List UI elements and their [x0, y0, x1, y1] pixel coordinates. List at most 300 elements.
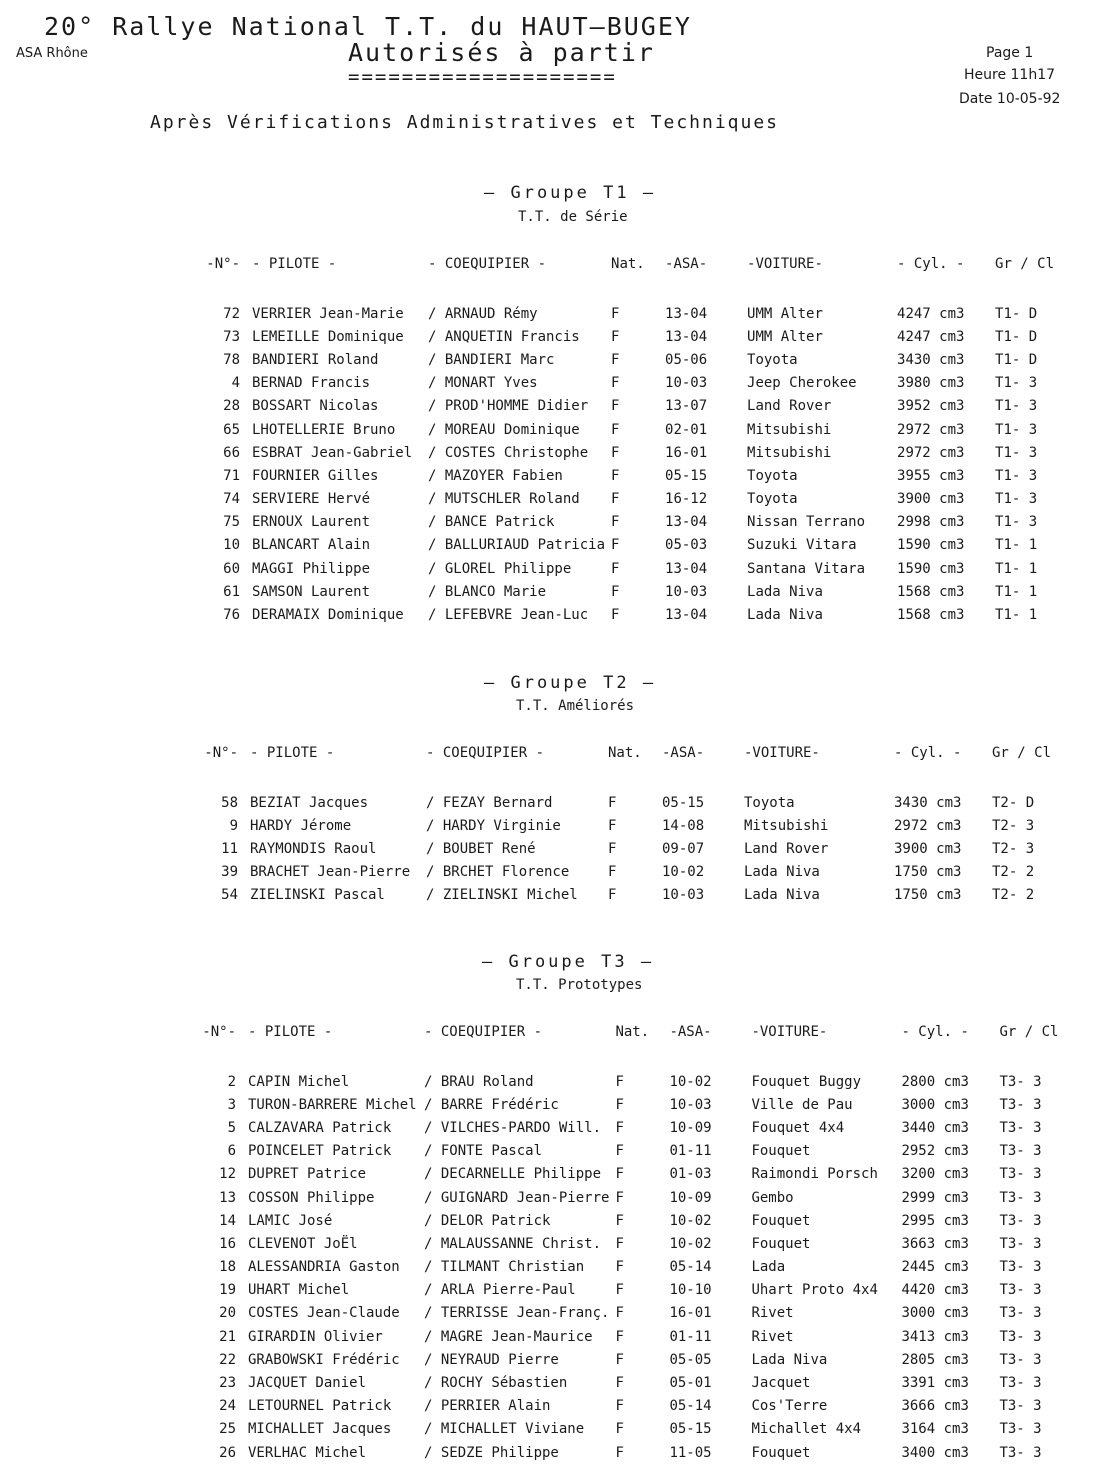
entry-number: 2 — [227, 1073, 236, 1090]
nationality: F — [611, 351, 620, 368]
car-model: Michallet 4x4 — [751, 1421, 862, 1438]
entry-number: 21 — [219, 1328, 236, 1345]
asa-code: 05-05 — [669, 1351, 712, 1368]
asa-code: 10-09 — [669, 1119, 712, 1136]
entry-number: 11 — [221, 840, 238, 857]
copilot-name: / ANQUETIN Francis — [428, 328, 580, 345]
car-model: Rivet — [751, 1305, 794, 1322]
copilot-name: / BARRE Frédéric — [424, 1096, 559, 1113]
column-header-group-class: Gr / Cl — [992, 745, 1052, 761]
copilot-name: / BRAU Roland — [424, 1073, 534, 1090]
nationality: F — [615, 1096, 624, 1113]
entry-number: 18 — [219, 1259, 236, 1276]
table-row — [190, 1140, 1059, 1163]
column-header-car-model: -VOITURE- — [747, 256, 823, 272]
asa-label: ASA Rhône — [16, 46, 88, 61]
group-class: T3- 3 — [999, 1259, 1042, 1276]
asa-code: 10-02 — [669, 1235, 712, 1252]
displacement: 2800 cm3 — [901, 1073, 969, 1090]
nationality: F — [611, 328, 620, 345]
nationality: F — [615, 1444, 624, 1461]
displacement: 3391 cm3 — [901, 1375, 969, 1392]
group-class: T2- 2 — [992, 887, 1035, 904]
pilot-name: ESBRAT Jean-Gabriel — [252, 444, 413, 461]
nationality: F — [608, 840, 617, 857]
asa-code: 13-04 — [665, 607, 708, 624]
table-row — [194, 511, 1055, 534]
pilot-name: COSSON Philippe — [248, 1189, 375, 1206]
copilot-name: / MUTSCHLER Roland — [428, 491, 580, 508]
nationality: F — [615, 1259, 624, 1276]
entry-number: 9 — [229, 817, 238, 834]
nationality: F — [615, 1351, 624, 1368]
group-title-t2: — Groupe T2 — — [484, 673, 657, 693]
column-header-entry-number: -N°- — [204, 745, 238, 761]
table-row — [190, 1070, 1059, 1093]
page-number: Page 1 — [986, 45, 1034, 61]
entry-number: 16 — [219, 1235, 236, 1252]
column-header-asa-code: -ASA- — [669, 1024, 712, 1040]
table-row — [190, 1302, 1059, 1325]
displacement: 3440 cm3 — [901, 1119, 969, 1136]
asa-code: 10-02 — [662, 864, 705, 881]
table-row — [190, 1116, 1059, 1139]
displacement: 1590 cm3 — [897, 537, 965, 554]
table-row — [194, 464, 1055, 487]
copilot-name: / TERRISSE Jean-Franç. — [424, 1305, 610, 1322]
nationality: F — [615, 1398, 624, 1415]
table-row — [192, 837, 1052, 860]
entries-table-t1 — [194, 256, 1055, 627]
asa-code: 13-04 — [665, 514, 708, 531]
table-row — [194, 372, 1055, 395]
displacement: 2805 cm3 — [901, 1351, 969, 1368]
table-row — [190, 1093, 1059, 1116]
asa-code: 05-03 — [665, 537, 708, 554]
copilot-name: / LEFEBVRE Jean-Luc — [428, 607, 589, 624]
column-header-car-model: -VOITURE- — [744, 745, 820, 761]
column-header-pilot-name: - PILOTE - — [250, 745, 335, 761]
displacement: 3200 cm3 — [901, 1166, 969, 1183]
nationality: F — [615, 1235, 624, 1252]
table-row — [190, 1232, 1059, 1255]
displacement: 2972 cm3 — [897, 444, 965, 461]
car-model: Toyota — [744, 794, 795, 811]
car-model: Lada Niva — [744, 864, 820, 881]
displacement: 3900 cm3 — [894, 840, 962, 857]
nationality: F — [615, 1375, 624, 1392]
nationality: F — [611, 444, 620, 461]
column-header-copilot-name: - COEQUIPIER - — [424, 1024, 543, 1040]
asa-code: 16-01 — [665, 444, 708, 461]
asa-code: 13-04 — [665, 305, 708, 322]
entry-number: 19 — [219, 1282, 236, 1299]
car-model: Lada Niva — [747, 607, 823, 624]
table-row — [192, 791, 1052, 814]
copilot-name: / MOREAU Dominique — [428, 421, 580, 438]
entry-number: 71 — [223, 467, 240, 484]
nationality: F — [615, 1119, 624, 1136]
asa-code: 05-15 — [669, 1421, 712, 1438]
nationality: F — [608, 794, 617, 811]
nationality: F — [615, 1421, 624, 1438]
table-row — [194, 325, 1055, 348]
car-model: Ville de Pau — [751, 1096, 853, 1113]
column-header-group-class: Gr / Cl — [995, 256, 1055, 272]
nationality: F — [615, 1166, 624, 1183]
column-header-nationality: Nat. — [611, 256, 645, 272]
entry-number: 54 — [221, 887, 238, 904]
group-class: T1- 1 — [995, 560, 1038, 577]
entries-table-t2 — [192, 745, 1052, 907]
pilot-name: CALZAVARA Patrick — [248, 1119, 392, 1136]
car-model: Fouquet — [751, 1235, 811, 1252]
group-class: T3- 3 — [999, 1351, 1042, 1368]
group-class: T3- 3 — [999, 1375, 1042, 1392]
car-model: Land Rover — [744, 840, 829, 857]
group-class: T1- 3 — [995, 398, 1038, 415]
copilot-name: / PERRIER Alain — [424, 1398, 551, 1415]
group-class: T3- 3 — [999, 1282, 1042, 1299]
displacement: 3955 cm3 — [897, 467, 965, 484]
pilot-name: HARDY Jérome — [250, 817, 352, 834]
pilot-name: LAMIC José — [248, 1212, 333, 1229]
displacement: 3666 cm3 — [901, 1398, 969, 1415]
table-row — [194, 395, 1055, 418]
asa-code: 05-14 — [669, 1259, 712, 1276]
asa-code: 13-04 — [665, 328, 708, 345]
asa-code: 13-07 — [665, 398, 708, 415]
group-class: T3- 3 — [999, 1444, 1042, 1461]
entry-number: 60 — [223, 560, 240, 577]
asa-code: 10-03 — [665, 583, 708, 600]
entry-number: 3 — [227, 1096, 236, 1113]
table-row — [190, 1209, 1059, 1232]
group-class: T2- D — [992, 794, 1035, 811]
group-class: T2- 3 — [992, 840, 1035, 857]
car-model: Mitsubishi — [747, 421, 832, 438]
entry-number: 39 — [221, 864, 238, 881]
nationality: F — [611, 467, 620, 484]
car-model: Jeep Cherokee — [747, 375, 857, 392]
entry-number: 12 — [219, 1166, 236, 1183]
entry-number: 25 — [219, 1421, 236, 1438]
pilot-name: MAGGI Philippe — [252, 560, 371, 577]
group-class: T1- 3 — [995, 491, 1038, 508]
displacement: 1590 cm3 — [897, 560, 965, 577]
asa-code: 05-06 — [665, 351, 708, 368]
asa-code: 14-08 — [662, 817, 705, 834]
asa-code: 10-03 — [662, 887, 705, 904]
displacement: 3900 cm3 — [897, 491, 965, 508]
nationality: F — [608, 864, 617, 881]
displacement: 2972 cm3 — [897, 421, 965, 438]
group-class: T1- 3 — [995, 514, 1038, 531]
pilot-name: BRACHET Jean-Pierre — [250, 864, 411, 881]
entry-number: 28 — [223, 398, 240, 415]
table-row — [194, 580, 1055, 603]
asa-code: 10-10 — [669, 1282, 712, 1299]
pilot-name: DUPRET Patrice — [248, 1166, 367, 1183]
table-row — [190, 1395, 1059, 1418]
column-header-copilot-name: - COEQUIPIER - — [428, 256, 547, 272]
car-model: UMM Alter — [747, 305, 823, 322]
pilot-name: BOSSART Nicolas — [252, 398, 379, 415]
nationality: F — [615, 1282, 624, 1299]
displacement: 3164 cm3 — [901, 1421, 969, 1438]
asa-code: 05-14 — [669, 1398, 712, 1415]
car-model: Toyota — [747, 467, 798, 484]
column-header-asa-code: -ASA- — [665, 256, 708, 272]
pilot-name: FOURNIER Gilles — [252, 467, 379, 484]
copilot-name: / FONTE Pascal — [424, 1143, 543, 1160]
table-row — [194, 603, 1055, 626]
asa-code: 01-11 — [669, 1328, 712, 1345]
copilot-name: / VILCHES-PARDO Will. — [424, 1119, 602, 1136]
nationality: F — [611, 491, 620, 508]
pilot-name: SAMSON Laurent — [252, 583, 371, 600]
table-header — [194, 256, 1055, 302]
asa-code: 10-03 — [669, 1096, 712, 1113]
column-header-group-class: Gr / Cl — [999, 1024, 1059, 1040]
pilot-name: ALESSANDRIA Gaston — [248, 1259, 400, 1276]
entry-number: 75 — [223, 514, 240, 531]
displacement: 1750 cm3 — [894, 887, 962, 904]
car-model: Fouquet Buggy — [751, 1073, 862, 1090]
displacement: 4247 cm3 — [897, 328, 965, 345]
group-class: T1- 3 — [995, 467, 1038, 484]
group-class: T1- D — [995, 328, 1038, 345]
copilot-name: / NEYRAUD Pierre — [424, 1351, 559, 1368]
copilot-name: / BRCHET Florence — [426, 864, 570, 881]
copilot-name: / FEZAY Bernard — [426, 794, 553, 811]
car-model: Cos'Terre — [751, 1398, 828, 1415]
copilot-name: / ROCHY Sébastien — [424, 1375, 568, 1392]
car-model: Jacquet — [751, 1375, 811, 1392]
pilot-name: GIRARDIN Olivier — [248, 1328, 383, 1345]
group-subtitle-t1: T.T. de Série — [518, 209, 628, 225]
entry-number: 10 — [223, 537, 240, 554]
group-class: T3- 3 — [999, 1166, 1042, 1183]
pilot-name: UHART Michel — [248, 1282, 350, 1299]
table-row — [190, 1163, 1059, 1186]
copilot-name: / MAZOYER Fabien — [428, 467, 563, 484]
car-model: Lada Niva — [751, 1351, 828, 1368]
group-class: T2- 2 — [992, 864, 1035, 881]
copilot-name: / BLANCO Marie — [428, 583, 547, 600]
pilot-name: BANDIERI Roland — [252, 351, 379, 368]
entry-number: 65 — [223, 421, 240, 438]
table-row — [190, 1371, 1059, 1394]
table-row — [194, 418, 1055, 441]
car-model: Nissan Terrano — [747, 514, 866, 531]
displacement: 2999 cm3 — [901, 1189, 969, 1206]
displacement: 3980 cm3 — [897, 375, 965, 392]
date-label: Date 10-05-92 — [959, 91, 1061, 107]
document-title: 20° Rallye National T.T. du HAUT—BUGEY — [44, 12, 692, 41]
entries-table-t3 — [190, 1024, 1059, 1464]
pilot-name: DERAMAIX Dominique — [252, 607, 404, 624]
car-model: Uhart Proto 4x4 — [751, 1282, 878, 1299]
column-header-entry-number: -N°- — [202, 1024, 236, 1040]
group-class: T1- 3 — [995, 421, 1038, 438]
column-header-displacement: - Cyl. - — [901, 1024, 969, 1040]
displacement: 2952 cm3 — [901, 1143, 969, 1160]
displacement: 4420 cm3 — [901, 1282, 969, 1299]
copilot-name: / BOUBET René — [426, 840, 536, 857]
table-row — [190, 1348, 1059, 1371]
group-subtitle-t2: T.T. Améliorés — [516, 698, 635, 714]
car-model: UMM Alter — [747, 328, 823, 345]
copilot-name: / BANCE Patrick — [428, 514, 555, 531]
asa-code: 01-11 — [669, 1143, 712, 1160]
copilot-name: / DECARNELLE Philippe — [424, 1166, 602, 1183]
copilot-name: / TILMANT Christian — [424, 1259, 585, 1276]
column-header-displacement: - Cyl. - — [897, 256, 965, 272]
table-row — [190, 1279, 1059, 1302]
asa-code: 05-01 — [669, 1375, 712, 1392]
entry-number: 76 — [223, 607, 240, 624]
pilot-name: ERNOUX Laurent — [252, 514, 371, 531]
table-row — [190, 1325, 1059, 1348]
group-class: T1- 3 — [995, 444, 1038, 461]
group-title-t3: — Groupe T3 — — [482, 952, 655, 972]
pilot-name: VERLHAC Michel — [248, 1444, 367, 1461]
nationality: F — [611, 398, 620, 415]
entry-number: 4 — [231, 375, 240, 392]
pilot-name: BERNAD Francis — [252, 375, 371, 392]
column-header-nationality: Nat. — [608, 745, 642, 761]
displacement: 2972 cm3 — [894, 817, 962, 834]
copilot-name: / GLOREL Philippe — [428, 560, 572, 577]
entry-number: 20 — [219, 1305, 236, 1322]
group-class: T1- 1 — [995, 537, 1038, 554]
pilot-name: BLANCART Alain — [252, 537, 371, 554]
column-header-copilot-name: - COEQUIPIER - — [426, 745, 545, 761]
column-header-entry-number: -N°- — [206, 256, 240, 272]
column-header-asa-code: -ASA- — [662, 745, 705, 761]
group-class: T3- 3 — [999, 1119, 1042, 1136]
nationality: F — [615, 1212, 624, 1229]
nationality: F — [611, 583, 620, 600]
pilot-name: LHOTELLERIE Bruno — [252, 421, 396, 438]
table-row — [190, 1186, 1059, 1209]
copilot-name: / MONART Yves — [428, 375, 538, 392]
nationality: F — [608, 817, 617, 834]
pilot-name: CAPIN Michel — [248, 1073, 350, 1090]
pilot-name: CLEVENOT JoËl — [248, 1235, 358, 1252]
nationality: F — [611, 537, 620, 554]
car-model: Santana Vitara — [747, 560, 866, 577]
group-class: T3- 3 — [999, 1235, 1042, 1252]
copilot-name: / ZIELINSKI Michel — [426, 887, 578, 904]
asa-code: 16-12 — [665, 491, 708, 508]
time-label: Heure 11h17 — [964, 67, 1056, 83]
pilot-name: VERRIER Jean-Marie — [252, 305, 404, 322]
car-model: Raimondi Porsch — [751, 1166, 878, 1183]
copilot-name: / COSTES Christophe — [428, 444, 589, 461]
copilot-name: / HARDY Virginie — [426, 817, 561, 834]
pilot-name: LETOURNEL Patrick — [248, 1398, 392, 1415]
entry-number: 61 — [223, 583, 240, 600]
asa-code: 16-01 — [669, 1305, 712, 1322]
entry-number: 14 — [219, 1212, 236, 1229]
asa-code: 10-02 — [669, 1073, 712, 1090]
group-class: T1- 3 — [995, 375, 1038, 392]
group-class: T3- 3 — [999, 1073, 1042, 1090]
displacement: 1568 cm3 — [897, 607, 965, 624]
group-class: T3- 3 — [999, 1398, 1042, 1415]
pilot-name: LEMEILLE Dominique — [252, 328, 404, 345]
table-header — [192, 745, 1052, 791]
pilot-name: COSTES Jean-Claude — [248, 1305, 400, 1322]
nationality: F — [611, 607, 620, 624]
asa-code: 09-07 — [662, 840, 705, 857]
nationality: F — [608, 887, 617, 904]
entry-number: 26 — [219, 1444, 236, 1461]
displacement: 3430 cm3 — [897, 351, 965, 368]
group-class: T3- 3 — [999, 1096, 1042, 1113]
displacement: 3000 cm3 — [901, 1305, 969, 1322]
entry-number: 22 — [219, 1351, 236, 1368]
column-header-pilot-name: - PILOTE - — [252, 256, 337, 272]
displacement: 3430 cm3 — [894, 794, 962, 811]
group-class: T3- 3 — [999, 1189, 1042, 1206]
displacement: 1568 cm3 — [897, 583, 965, 600]
entry-number: 73 — [223, 328, 240, 345]
copilot-name: / MAGRE Jean-Maurice — [424, 1328, 593, 1345]
asa-code: 11-05 — [669, 1444, 712, 1461]
copilot-name: / SEDZE Philippe — [424, 1444, 559, 1461]
entry-number: 13 — [219, 1189, 236, 1206]
displacement: 3663 cm3 — [901, 1235, 969, 1252]
entry-number: 6 — [227, 1143, 236, 1160]
group-class: T3- 3 — [999, 1305, 1042, 1322]
copilot-name: / MALAUSSANNE Christ. — [424, 1235, 602, 1252]
asa-code: 13-04 — [665, 560, 708, 577]
copilot-name: / BALLURIAUD Patricia — [428, 537, 606, 554]
table-row — [190, 1418, 1059, 1441]
asa-code: 01-03 — [669, 1166, 712, 1183]
group-class: T1- 1 — [995, 607, 1038, 624]
car-model: Fouquet — [751, 1143, 811, 1160]
table-row — [194, 441, 1055, 464]
displacement: 3000 cm3 — [901, 1096, 969, 1113]
pilot-name: JACQUET Daniel — [248, 1375, 367, 1392]
copilot-name: / PROD'HOMME Didier — [428, 398, 589, 415]
document-title-line2: Autorisés à partir — [348, 38, 655, 67]
nationality: F — [611, 421, 620, 438]
nationality: F — [615, 1143, 624, 1160]
car-model: Suzuki Vitara — [747, 537, 857, 554]
displacement: 1750 cm3 — [894, 864, 962, 881]
car-model: Lada — [751, 1259, 786, 1276]
table-row — [194, 534, 1055, 557]
asa-code: 05-15 — [665, 467, 708, 484]
car-model: Toyota — [747, 491, 798, 508]
entry-number: 58 — [221, 794, 238, 811]
copilot-name: / GUIGNARD Jean-Pierre — [424, 1189, 610, 1206]
nationality: F — [615, 1189, 624, 1206]
asa-code: 02-01 — [665, 421, 708, 438]
table-header — [190, 1024, 1059, 1070]
car-model: Mitsubishi — [747, 444, 832, 461]
entry-number: 66 — [223, 444, 240, 461]
table-row — [194, 302, 1055, 325]
car-model: Lada Niva — [744, 887, 820, 904]
asa-code: 10-02 — [669, 1212, 712, 1229]
pilot-name: MICHALLET Jacques — [248, 1421, 392, 1438]
